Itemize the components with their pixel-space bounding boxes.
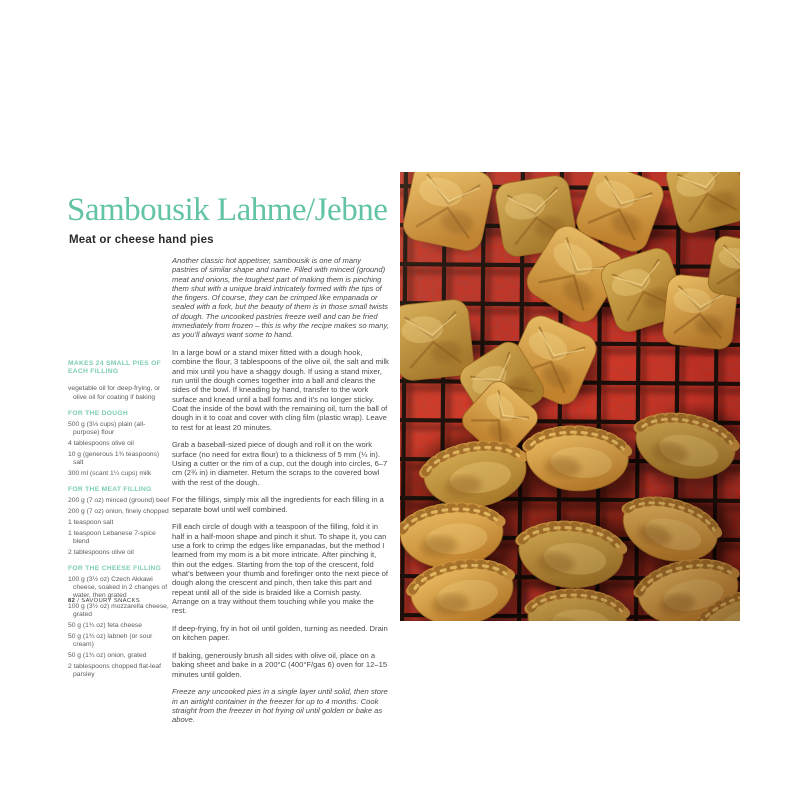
- ingredient-item: 2 tablespoons chopped flat-leaf parsley: [68, 662, 161, 679]
- method-paragraph-7: If baking, generously brush all sides with olive oil, place on a baking sheet and bake in a 200°C (400°F/gas 6) oven for 12–15 minutes until golden.: [172, 650, 388, 679]
- method-paragraph-5: Fill each circle of dough with a teaspoon of the filling, fold it in half in a half-moon shape and pinch it shut. To shape it, you can use a fork to crimp the edges like empanadas, but the method I learned from my mom is a bit more intricate. After pinching it, thin out the edges. Starting from the top of the crescent, fold what’s between your thumb and forefinger onto the next piece of dough along the crescent and pinch, then take this part and repeat until all of the side is braided like a Cornish pasty. Arrange on a tray without them touching while you make the rest.: [172, 522, 388, 616]
- ingredient-item: 1 teaspoon salt: [68, 518, 114, 526]
- ingredient-item: 10 g (generous 1¾ teaspoons) salt: [68, 450, 160, 467]
- ingredient-sections: [68, 410, 170, 679]
- page-footer: [68, 598, 140, 604]
- sambousik-photo: [400, 172, 740, 621]
- method-paragraph-4: For the fillings, simply mix all the ingredients for each filling in a separate bowl until well combined.: [172, 495, 384, 514]
- ingredient-item: 50 g (1¾ oz) onion, grated: [68, 652, 147, 660]
- ingredient-section-heading: FOR THE CHEESE FILLING: [68, 564, 162, 572]
- ingredient-item: 2 tablespoons olive oil: [68, 548, 134, 556]
- oil-note: vegetable oil for deep-frying, or olive oil for coating if baking: [68, 385, 161, 401]
- yield-line: MAKES 24 SMALL PIES OF EACH FILLING: [68, 360, 162, 376]
- method-paragraph-3: Grab a baseball-sized piece of dough and roll it on the work surface (no need for extra flour) to a thickness of 5 mm (¼ in). Using a cutter or the rim of a cup, cut the dough into circles, 6–7 cm (2¾ in) in diameter. Return the scraps to the covered bowl with the rest of the dough.: [172, 440, 388, 487]
- ingredient-item: 1 teaspoon Lebanese 7-spice blend: [68, 529, 156, 545]
- ingredient-item: 100 g (3½ oz) Czech Akkawi cheese, soaked in 2 changes of water, then grated: [68, 576, 168, 600]
- ingredient-item: 300 ml (scant 1¼ cups) milk: [68, 469, 152, 477]
- recipe-title: Sambousik Lahme/Jebne: [67, 192, 388, 228]
- ingredient-item: 500 g (3⅓ cups) plain (all-purpose) flour: [68, 421, 146, 437]
- chapter-name: SAVOURY SNACKS: [81, 598, 141, 604]
- ingredient-section-heading: FOR THE DOUGH: [68, 409, 128, 417]
- method-paragraph-8: Freeze any uncooked pies in a single layer until solid, then store in an airtight container in the freezer for up to 4 months. Cook straight from the freezer in hot frying oil until golden or bake as above.: [172, 687, 388, 725]
- ingredient-section-heading: FOR THE MEAT FILLING: [68, 486, 152, 494]
- footer-separator: /: [77, 598, 80, 604]
- ingredient-item: 4 tablespoons olive oil: [68, 440, 134, 448]
- method-paragraph-1: Another classic hot appetiser, sambousik is one of many pastries of similar shape and name. Filled with minced (ground) meat and onions, the toughest part of making them is pinching them shut with a unique braid intricately formed with the tips of the fingers. Of course, they can be crimped like empanada or sealed with a fork, but the beauty of them is in those small twists of dough. The uncooked pastries freeze well and can be fried immediately from frozen – this is why the recipe makes so many, as you’ll always want some to hand.: [172, 256, 389, 340]
- recipe-subtitle: Meat or cheese hand pies: [69, 234, 214, 246]
- ingredient-item: 50 g (1¾ oz) feta cheese: [68, 622, 142, 630]
- page-number: 82: [68, 598, 76, 604]
- method-paragraph-2: In a large bowl or a stand mixer fitted with a dough hook, combine the flour, 3 tablespoons of the olive oil, the salt and milk and mix until you have a shaggy dough. If using a stand mixer, run until the dough comes together into a ball and cleans the sides of the bowl. If kneading by hand, transfer to the work surface and knead until a ball forms and it’s no longer sticky. Coat the inside of the bowl with the remaining oil, turn the ball of dough in it to coat and cover with cling film (plastic wrap). Leave to rest for at least 20 minutes.: [172, 348, 389, 432]
- ingredient-item: 200 g (7 oz) minced (ground) beef: [68, 497, 170, 505]
- ingredients-sidebar: [68, 360, 170, 682]
- ingredient-item: 50 g (1¾ oz) labneh (or sour cream): [68, 633, 153, 649]
- method-paragraph-6: If deep-frying, fry in hot oil until golden, turning as needed. Drain on kitchen paper.: [172, 623, 388, 643]
- ingredient-item: 200 g (7 oz) onion, finely chopped: [68, 508, 169, 516]
- ingredient-item: 100 g (3½ oz) mozzarella cheese, grated: [68, 603, 169, 619]
- method-text-column: [172, 256, 389, 733]
